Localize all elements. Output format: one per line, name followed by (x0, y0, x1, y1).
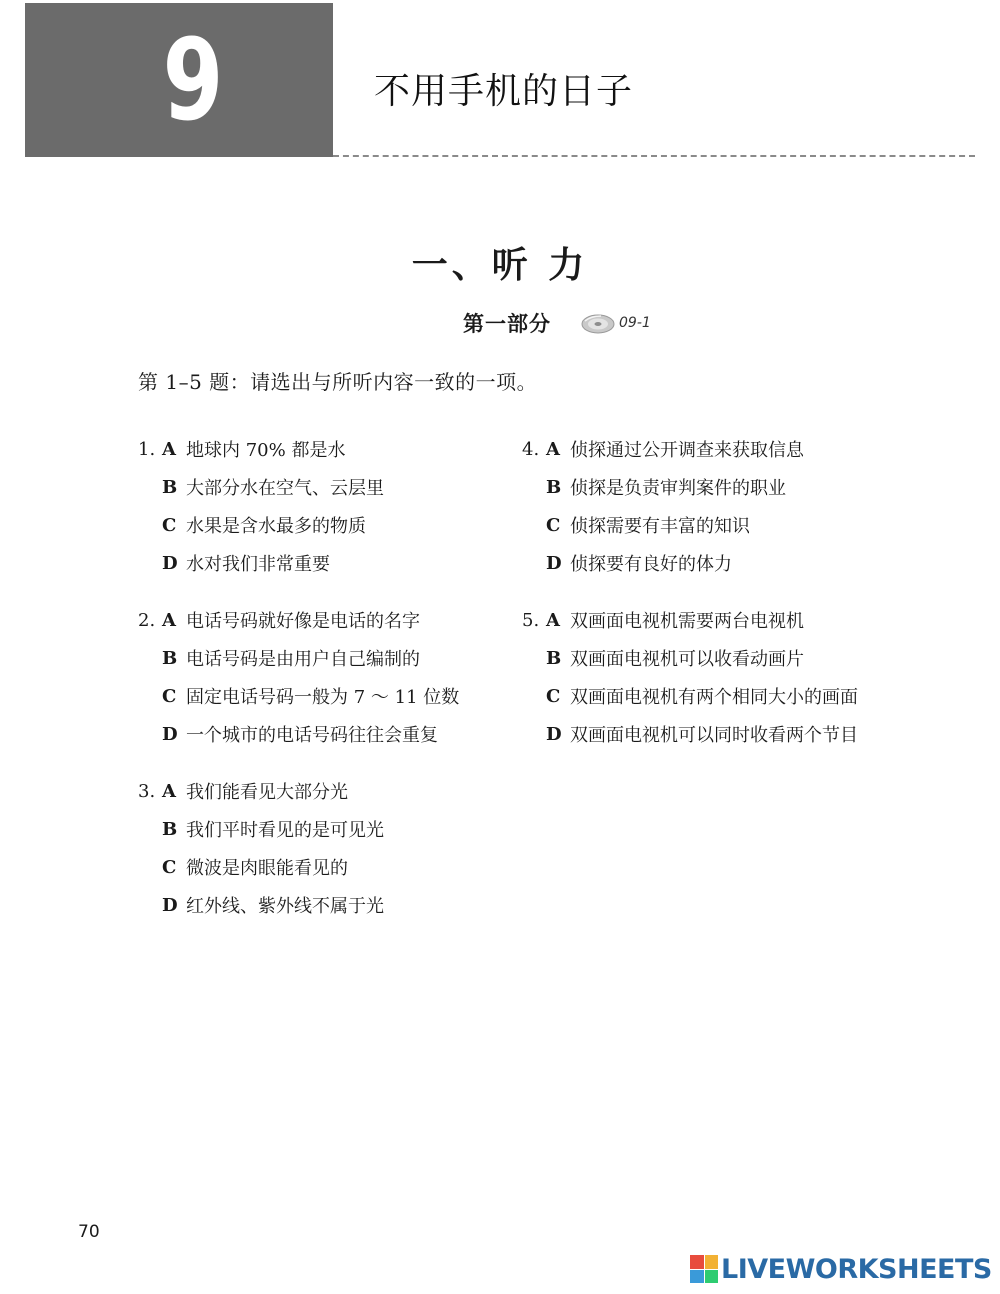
option-text: 双画面电视机需要两台电视机 (570, 611, 804, 632)
question-number: 4. (522, 438, 540, 460)
option-text: 电话号码就好像是电话的名字 (186, 611, 420, 632)
option-row[interactable] (522, 715, 942, 753)
audio-track-code: 09-1 (619, 315, 651, 331)
option-text: 固定电话号码一般为 7 ～ 11 位数 (186, 687, 460, 708)
option-row[interactable] (138, 810, 558, 848)
option-row[interactable] (138, 430, 558, 468)
option-row[interactable] (522, 677, 942, 715)
option-text: 双画面电视机有两个相同大小的画面 (570, 687, 858, 708)
option-text: 电话号码是由用户自己编制的 (186, 649, 420, 670)
option-letter: C (162, 685, 177, 707)
lesson-number: 9 (162, 16, 224, 146)
question-4 (522, 430, 942, 582)
option-row[interactable] (138, 886, 558, 924)
option-text: 侦探要有良好的体力 (570, 554, 732, 575)
lesson-title: 不用手机的日子 (374, 71, 634, 112)
option-letter: A (546, 609, 560, 631)
option-row[interactable] (138, 772, 558, 810)
option-letter: B (162, 647, 178, 669)
option-text: 双画面电视机可以同时收看两个节目 (570, 725, 858, 746)
option-row[interactable] (522, 468, 942, 506)
option-text: 侦探是负责审判案件的职业 (570, 478, 786, 499)
option-text: 水对我们非常重要 (186, 554, 330, 575)
option-text: 红外线、紫外线不属于光 (186, 896, 384, 917)
option-row[interactable] (522, 506, 942, 544)
cd-icon[interactable] (581, 313, 615, 333)
option-letter: C (546, 685, 561, 707)
option-letter: D (162, 723, 178, 745)
part-title: 第一部分 (463, 311, 551, 336)
option-text: 侦探需要有丰富的知识 (570, 516, 750, 537)
option-text: 一个城市的电话号码往往会重复 (186, 725, 438, 746)
option-letter: C (162, 856, 177, 878)
question-2 (138, 601, 558, 753)
option-letter: B (546, 476, 562, 498)
option-letter: B (546, 647, 562, 669)
instruction-text: 第 1–5 题：请选出与所听内容一致的一项。 (138, 370, 538, 394)
liveworksheets-brand[interactable] (690, 1252, 992, 1286)
option-letter: A (162, 780, 176, 802)
option-row[interactable] (138, 715, 558, 753)
liveworksheets-logo-icon (690, 1255, 718, 1283)
option-row[interactable] (522, 430, 942, 468)
option-text: 大部分水在空气、云层里 (186, 478, 384, 499)
questions-right-column (522, 430, 942, 772)
question-5 (522, 601, 942, 753)
option-letter: C (546, 514, 561, 536)
option-row[interactable] (522, 601, 942, 639)
option-text: 侦探通过公开调查来获取信息 (570, 440, 804, 461)
option-row[interactable] (138, 468, 558, 506)
question-1 (138, 430, 558, 582)
option-row[interactable] (138, 601, 558, 639)
option-letter: D (162, 552, 178, 574)
option-text: 我们能看见大部分光 (186, 782, 348, 803)
question-number: 3. (138, 780, 156, 802)
option-row[interactable] (138, 848, 558, 886)
option-text: 双画面电视机可以收看动画片 (570, 649, 804, 670)
question-number: 1. (138, 438, 156, 460)
option-letter: B (162, 818, 178, 840)
option-letter: A (162, 609, 176, 631)
lesson-header-block (25, 3, 333, 157)
option-row[interactable] (138, 677, 558, 715)
option-letter: D (546, 723, 562, 745)
option-text: 我们平时看见的是可见光 (186, 820, 384, 841)
option-row[interactable] (138, 506, 558, 544)
option-text: 地球内 70% 都是水 (186, 440, 346, 461)
brand-name: LIVEWORKSHEETS (721, 1253, 992, 1285)
option-row[interactable] (138, 639, 558, 677)
option-row[interactable] (522, 544, 942, 582)
questions-left-column (138, 430, 558, 943)
option-letter: C (162, 514, 177, 536)
option-letter: A (546, 438, 560, 460)
question-number: 2. (138, 609, 156, 631)
question-3 (138, 772, 558, 924)
part-heading (463, 306, 651, 340)
option-letter: D (546, 552, 562, 574)
option-letter: D (162, 894, 178, 916)
option-text: 水果是含水最多的物质 (186, 516, 366, 537)
question-number: 5. (522, 609, 540, 631)
option-text: 微波是肉眼能看见的 (186, 858, 348, 879)
section-title: 一、听 力 (411, 244, 589, 286)
option-row[interactable] (522, 639, 942, 677)
option-row[interactable] (138, 544, 558, 582)
header-divider (333, 155, 975, 157)
option-letter: B (162, 476, 178, 498)
page-number: 70 (78, 1222, 100, 1242)
option-letter: A (162, 438, 176, 460)
